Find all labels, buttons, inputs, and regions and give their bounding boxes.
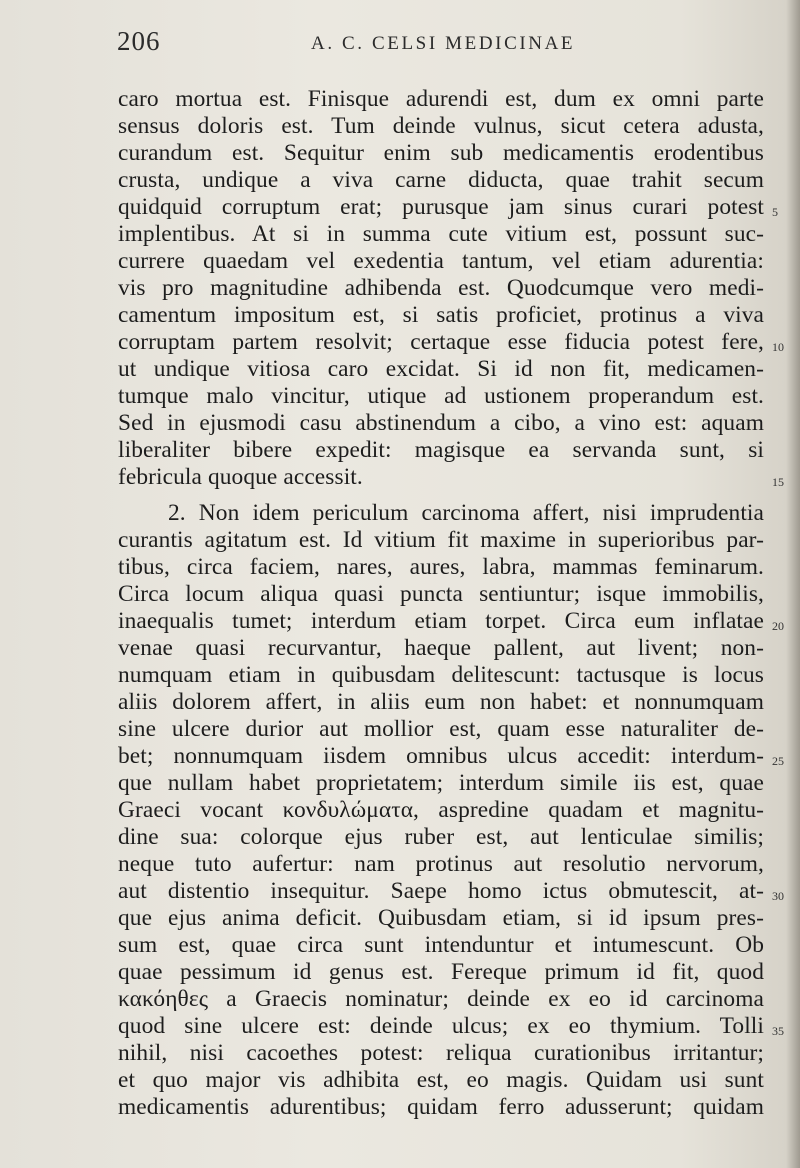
text-line: caro mortua est. Finisque adurendi est, dum ex omni parte bbox=[118, 86, 764, 112]
line-number: 25 bbox=[772, 754, 784, 768]
text-line: sine ulcere durior aut mollior est, quam esse naturaliter de- bbox=[118, 716, 764, 742]
text-line: neque tuto aufertur: nam protinus aut resolutio nervorum, bbox=[118, 851, 764, 877]
text-line: aut distentio insequitur. Saepe homo ictus obmutescit, at- bbox=[118, 878, 764, 904]
text-line: tibus, circa faciem, nares, aures, labra, mammas feminarum. bbox=[118, 554, 764, 580]
text-line: aliis dolorem affert, in aliis eum non habet: et nonnumquam bbox=[118, 689, 764, 715]
text-line: liberaliter bibere expedit: magisque ea servanda sunt, si bbox=[118, 437, 764, 463]
text-line: Graeci vocant κονδυλώματα, aspredine quadam et magnitu- bbox=[118, 797, 764, 823]
running-head: A. C. CELSI MEDICINAE bbox=[311, 33, 576, 54]
line-number: 30 bbox=[772, 889, 784, 903]
text-line: bet; nonnumquam iisdem omnibus ulcus accedit: interdum- bbox=[118, 743, 764, 769]
text-line: quod sine ulcere est: deinde ulcus; ex eo thymium. Tolli bbox=[118, 1013, 764, 1039]
text-line: sensus doloris est. Tum deinde vulnus, sicut cetera adusta, bbox=[118, 113, 764, 139]
text-line: nihil, nisi cacoethes potest: reliqua curationibus irritantur; bbox=[118, 1040, 764, 1066]
text-line: 2. Non idem periculum carcinoma affert, nisi imprudentia bbox=[168, 500, 764, 526]
text-line: Sed in ejusmodi casu abstinendum a cibo, a vino est: aquam bbox=[118, 410, 764, 436]
text-line: implentibus. At si in summa cute vitium est, possunt suc- bbox=[118, 221, 764, 247]
line-number: 5 bbox=[772, 205, 778, 219]
text-line: quidquid corruptum erat; purusque jam sinus curari potest bbox=[118, 194, 764, 220]
text-line: que nullam habet proprietatem; interdum simile iis est, quae bbox=[118, 770, 764, 796]
text-line: camentum impositum est, si satis proficiet, protinus a viva bbox=[118, 302, 764, 328]
text-line: dine sua: colorque ejus ruber est, aut lenticulae similis; bbox=[118, 824, 764, 850]
text-line: vis pro magnitudine adhibenda est. Quodcumque vero medi- bbox=[118, 275, 764, 301]
text-line: currere quaedam vel exedentia tantum, vel etiam adurentia: bbox=[118, 248, 764, 274]
text-line: corruptam partem resolvit; certaque esse fiducia potest fere, bbox=[118, 329, 764, 355]
text-line: Circa locum aliqua quasi puncta sentiuntur; isque immobilis, bbox=[118, 581, 764, 607]
text-line: et quo major vis adhibita est, eo magis. Quidam usi sunt bbox=[118, 1067, 764, 1093]
text-line: curandum est. Sequitur enim sub medicamentis erodentibus bbox=[118, 140, 764, 166]
line-number: 20 bbox=[772, 619, 784, 633]
page-edge-shadow bbox=[786, 0, 800, 1168]
text-line: crusta, undique a viva carne diducta, quae trahit secum bbox=[118, 167, 764, 193]
line-number: 15 bbox=[772, 475, 784, 489]
text-line: numquam etiam in quibusdam delitescunt: tactusque is locus bbox=[118, 662, 764, 688]
page-number: 206 bbox=[117, 26, 161, 56]
text-line: febricula quoque accessit. bbox=[118, 464, 363, 490]
text-line: curantis agitatum est. Id vitium fit maxime in superioribus par- bbox=[118, 527, 764, 553]
text-line: venae quasi recurvantur, haeque pallent, aut livent; non- bbox=[118, 635, 764, 661]
text-line: quae pessimum id genus est. Fereque primum id fit, quod bbox=[118, 959, 764, 985]
text-line: medicamentis adurentibus; quidam ferro adusserunt; quidam bbox=[118, 1094, 764, 1120]
text-line: inaequalis tumet; interdum etiam torpet. Circa eum inflatae bbox=[118, 608, 764, 634]
text-line: tumque malo vincitur, utique ad ustionem properandum est. bbox=[118, 383, 764, 409]
text-line: sum est, quae circa sunt intenduntur et intumescunt. Ob bbox=[118, 932, 764, 958]
line-number: 35 bbox=[772, 1024, 784, 1038]
line-number: 10 bbox=[772, 340, 784, 354]
text-line: que ejus anima deficit. Quibusdam etiam, si id ipsum pres- bbox=[118, 905, 764, 931]
text-line: κακόηθες a Graecis nominatur; deinde ex eo id carcinoma bbox=[118, 986, 764, 1012]
text-line: ut undique vitiosa caro excidat. Si id non fit, medicamen- bbox=[118, 356, 764, 382]
